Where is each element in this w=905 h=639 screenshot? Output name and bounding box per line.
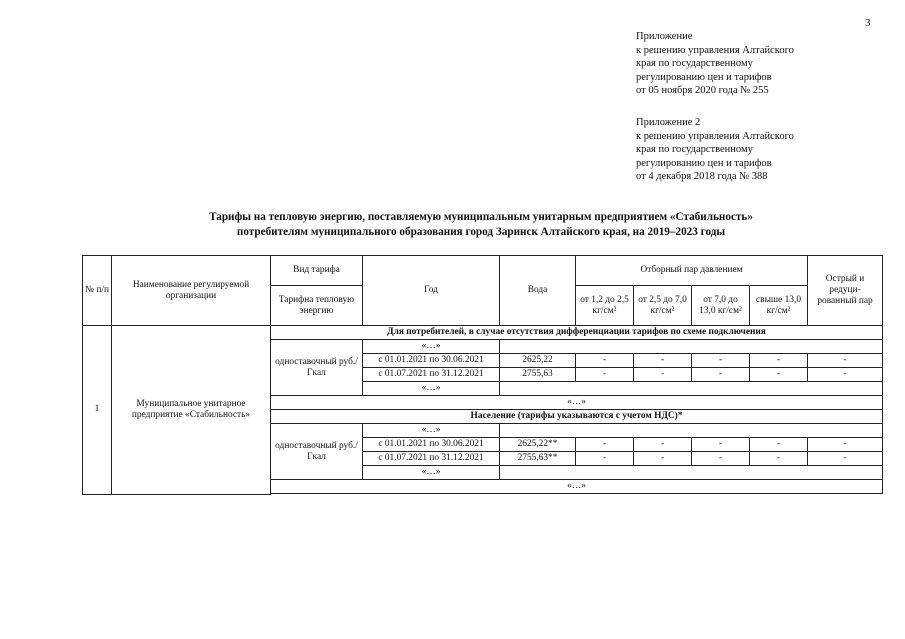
empty-cell: [500, 382, 883, 396]
period-cell: с 01.01.2021 по 30.06.2021: [363, 354, 500, 368]
header-year: Год: [363, 256, 500, 326]
header-steam-group: Отборный пар давлением: [576, 256, 808, 286]
header-num: № п/п: [83, 256, 112, 326]
ellipsis: «…»: [271, 480, 883, 494]
steam-2-value: -: [634, 368, 692, 382]
row-number: 1: [83, 326, 112, 495]
header-steam-1: от 1,2 до 2,5 кг/см²: [576, 286, 634, 326]
period-cell: с 01.07.2021 по 31.12.2021: [363, 452, 500, 466]
sharp-steam-value: -: [808, 354, 883, 368]
header-org: Наименование регулируемой организации: [112, 256, 271, 326]
tariff-type: одноставочный руб./Гкал: [271, 424, 363, 480]
header-tariff-sub: Тарифна тепловую энергию: [271, 286, 363, 326]
steam-2-value: -: [634, 438, 692, 452]
steam-2-value: -: [634, 354, 692, 368]
organization-name: Муниципальное унитарное предприятие «Стабильность»: [112, 326, 271, 495]
steam-1-value: -: [576, 368, 634, 382]
appendix-line: регулированию цен и тарифов: [636, 157, 772, 169]
appendix-line: к решению управления Алтайского: [636, 44, 794, 56]
steam-4-value: -: [750, 438, 808, 452]
period-cell: с 01.01.2021 по 30.06.2021: [363, 438, 500, 452]
appendix-line: Приложение: [636, 31, 693, 42]
sharp-steam-value: -: [808, 452, 883, 466]
water-value: 2755,63**: [500, 452, 576, 466]
appendix-header-2: [636, 116, 794, 184]
ellipsis: «…»: [363, 424, 500, 438]
ellipsis: «…»: [271, 396, 883, 410]
empty-cell: [500, 424, 883, 438]
appendix-header-1: [636, 30, 794, 98]
header-steam-4: свыше 13,0 кг/см²: [750, 286, 808, 326]
steam-1-value: -: [576, 452, 634, 466]
header-steam-3: от 7,0 до 13,0 кг/см²: [692, 286, 750, 326]
title-line-2: потребителям муниципального образования город Заринск Алтайского края, на 2019–2023 годы: [236, 226, 726, 238]
section-title: Для потребителей, в случае отсутствия дифференциации тарифов по схеме подключения: [271, 326, 883, 340]
steam-3-value: -: [692, 438, 750, 452]
steam-3-value: -: [692, 354, 750, 368]
title-line-1: Тарифы на тепловую энергию, поставляемую муниципальным унитарным предприятием «Стабильность»: [209, 211, 753, 223]
empty-cell: [500, 466, 883, 480]
empty-cell: [500, 340, 883, 354]
tariff-table: [82, 255, 883, 495]
page-number: 3: [865, 17, 871, 29]
appendix-line: Приложение 2: [636, 117, 701, 128]
steam-1-value: -: [576, 354, 634, 368]
appendix-line: края по государственному: [636, 144, 753, 156]
appendix-line: края по государственному: [636, 58, 753, 70]
water-value: 2755,63: [500, 368, 576, 382]
water-value: 2625,22**: [500, 438, 576, 452]
ellipsis: «…»: [363, 382, 500, 396]
sharp-steam-value: -: [808, 368, 883, 382]
ellipsis: «…»: [363, 466, 500, 480]
water-value: 2625,22: [500, 354, 576, 368]
document-title: [80, 210, 882, 240]
appendix-line: к решению управления Алтайского: [636, 130, 794, 142]
header-sharp-steam: Острый и редуци-рованный пар: [808, 256, 883, 326]
steam-4-value: -: [750, 368, 808, 382]
steam-2-value: -: [634, 452, 692, 466]
ellipsis: «…»: [363, 340, 500, 354]
steam-4-value: -: [750, 354, 808, 368]
appendix-line: от 4 декабря 2018 года № 388: [636, 171, 768, 183]
header-tariff-kind: Вид тарифа: [271, 256, 363, 286]
steam-3-value: -: [692, 368, 750, 382]
appendix-line: от 05 ноября 2020 года № 255: [636, 85, 769, 97]
steam-3-value: -: [692, 452, 750, 466]
period-cell: с 01.07.2021 по 31.12.2021: [363, 368, 500, 382]
header-steam-2: от 2,5 до 7,0 кг/см²: [634, 286, 692, 326]
section-title: Население (тарифы указываются с учетом НДС)*: [271, 410, 883, 424]
steam-4-value: -: [750, 452, 808, 466]
appendix-line: регулированию цен и тарифов: [636, 71, 772, 83]
tariff-type: одноставочный руб./Гкал: [271, 340, 363, 396]
header-water: Вода: [500, 256, 576, 326]
sharp-steam-value: -: [808, 438, 883, 452]
steam-1-value: -: [576, 438, 634, 452]
